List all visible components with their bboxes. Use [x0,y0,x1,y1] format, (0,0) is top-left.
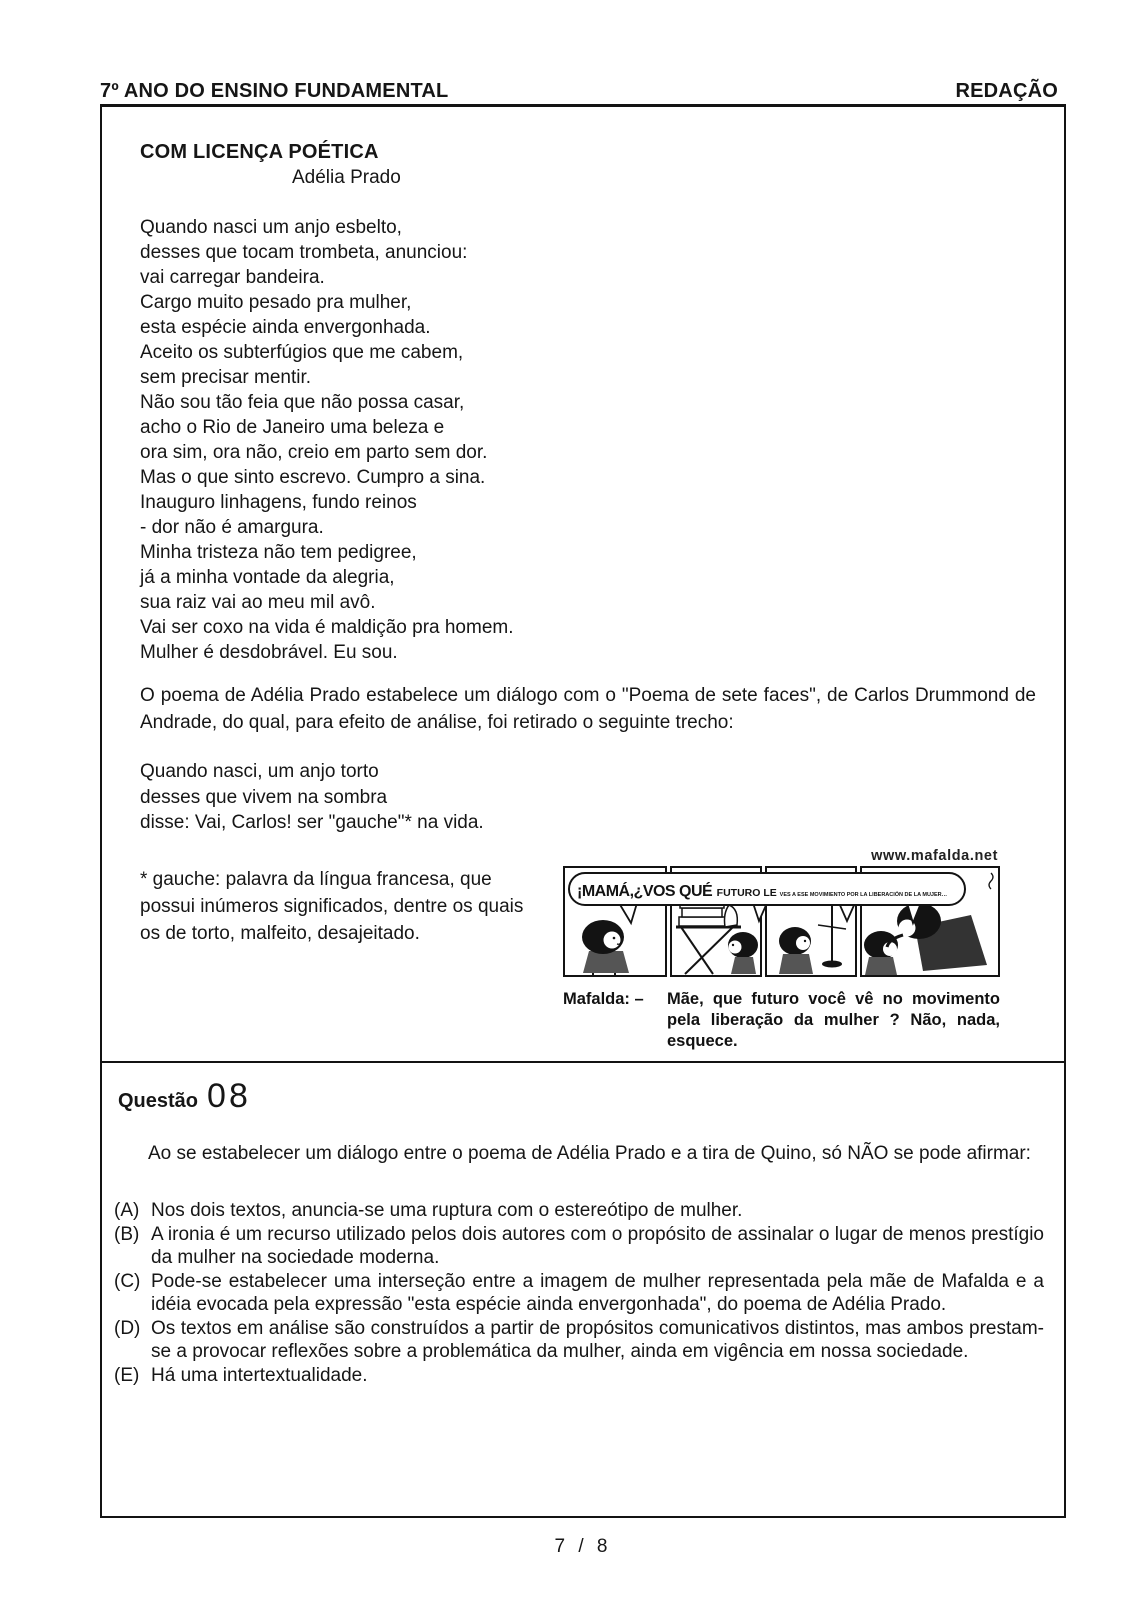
poem-line: sua raiz vai ao meu mil avô. [140,592,376,613]
poem-line: sem precisar mentir. [140,367,312,388]
page-header [100,80,1066,103]
option-label: (B) [114,1223,140,1245]
option-text: A ironia é um recurso utilizado pelos dois autores com o propósito de assinalar o lugar de menos prestígio da mulher na sociedade moderna. [151,1223,1044,1268]
question-number: 08 [207,1077,251,1115]
poem-title: COM LICENÇA POÉTICA [140,141,379,163]
question-prompt: Ao se estabelecer um diálogo entre o poema de Adélia Prado e a tira de Quino, só NÃO se pode afirmar: [148,1143,1031,1164]
option-text: Nos dois textos, anuncia-se uma ruptura com o estereótipo de mulher. [151,1200,743,1221]
poem-line: vai carregar bandeira. [140,267,325,288]
poem-line: desses que tocam trombeta, anunciou: [140,242,468,263]
option-label: (D) [114,1317,141,1339]
poem-line: - dor não é amargura. [140,517,324,538]
mafalda-strip-illustration [563,865,1000,978]
option-row-d [114,1317,1044,1364]
balloon-text: ¡MAMÁ,¿VOS QUÉ FUTURO LE VES A ESE MOVIMIENTO POR LA LIBERACIÓN DE LA MUJER… [577,882,948,900]
poem-line: Mulher é desdobrável. Eu sou. [140,642,398,663]
header-subject-label: REDAÇÃO [955,80,1058,102]
poem-body [140,215,1064,665]
option-text: Os textos em análise são construídos a partir de propósitos comunicativos distintos, mas ambos prestam-se a provocar reflexões sobre a problemática da mulher, ainda em vigência em nossa sociedade. [151,1317,1044,1362]
option-text: Há uma intertextualidade. [151,1364,368,1386]
option-label: (E) [114,1364,140,1386]
poem-line: Minha tristeza não tem pedigree, [140,542,417,563]
option-row-b [114,1223,1044,1270]
caption-text: Mãe, que futuro você vê no movimento pela liberação da mulher ? Não, nada, esquece. [667,989,1000,1050]
poem-line: ora sim, ora não, creio em parto sem dor. [140,442,488,463]
poem-author: Adélia Prado [292,167,401,188]
option-text: Pode-se estabelecer uma interseção entre a imagem de mulher representada pela mãe de Mafalda e a idéia evocada pela expressão "esta espécie ainda envergonhada", do poema de Adélia Prado. [151,1270,1044,1315]
reading-text-frame [100,104,1066,1063]
option-row-e [114,1364,1044,1388]
poem-line: Quando nasci um anjo esbelto, [140,217,402,238]
question-frame [100,1063,1066,1518]
excerpt-line: Quando nasci, um anjo torto [140,761,379,782]
header-grade-label: 7º ANO DO ENSINO FUNDAMENTAL [100,80,449,102]
poem-line: já a minha vontade da alegria, [140,567,395,588]
option-row-c [114,1270,1044,1317]
comic-caption [563,989,1000,1052]
poem-line: esta espécie ainda envergonhada. [140,317,431,338]
options-list [114,1199,1044,1387]
mafalda-figure-panel-2 [728,932,758,974]
gauche-footnote: * gauche: palavra da língua francesa, que possui inúmeros significados, dentre os quais os de torto, malfeito, desajeitado. [140,868,524,944]
question-label: Questão [118,1090,199,1112]
poem-line: Aceito os subterfúgios que me cabem, [140,342,464,363]
excerpt-line: disse: Vai, Carlos! ser "gauche"* na vida. [140,812,484,833]
poem-line: Vai ser coxo na vida é maldição pra homem. [140,617,514,638]
poem-line: Mas o que sinto escrevo. Cumpro a sina. [140,467,486,488]
drummond-excerpt [140,759,1064,836]
mafalda-comic-block [563,848,1000,1052]
footnote-and-comic-row [140,848,1000,1052]
poem-line: acho o Rio de Janeiro uma beleza e [140,417,445,438]
option-label: (A) [114,1200,140,1221]
dialogue-note-paragraph: O poema de Adélia Prado estabelece um diálogo com o "Poema de sete faces", de Carlos Drummond de Andrade, do qual, para efeito de análise, foi retirado o seguinte trecho: [140,685,1036,733]
page-number: 7 / 8 [554,1536,612,1557]
caption-speaker-label: Mafalda: – [563,989,644,1008]
comic-source-url: www.mafalda.net [871,847,998,864]
poem-line: Não sou tão feia que não possa casar, [140,392,465,413]
poem-line: Inauguro linhagens, fundo reinos [140,492,417,513]
question-header [118,1077,1044,1116]
excerpt-line: desses que vivem na sombra [140,786,388,808]
poem-line: Cargo muito pesado pra mulher, [140,292,412,313]
option-row-a [114,1199,1044,1223]
option-label: (C) [114,1270,141,1292]
